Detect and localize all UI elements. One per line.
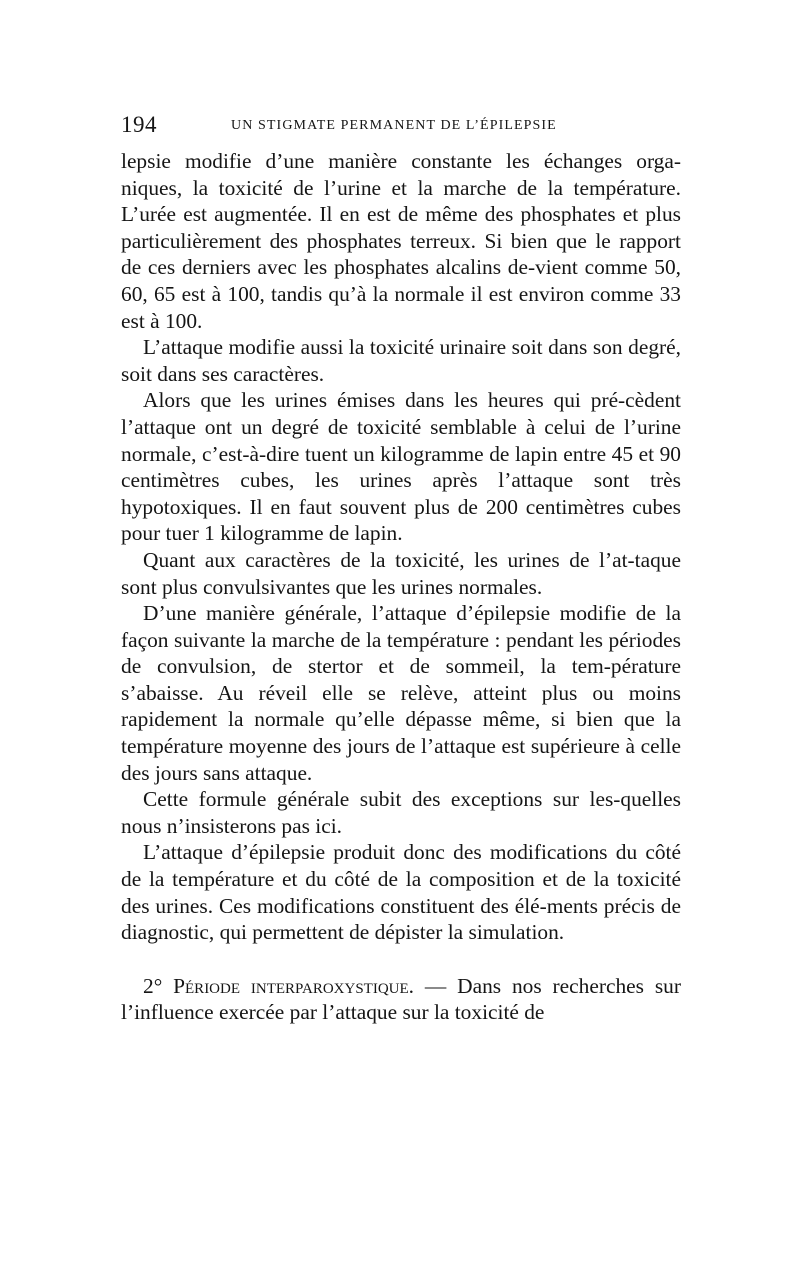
page-number: 194 [121, 112, 157, 137]
paragraph: D’une manière générale, l’attaque d’épilepsie modifie de la façon suivante la marche de la température : pendant les périodes de convulsion, de stertor et de sommeil, la tem-pérature s’abaisse. Au réveil elle se relève, atteint plus ou moins rapidement la normale qu’elle dépasse même, si bien que la température moyenne des jours de l’attaque est supérieure à celle des jours sans attaque. [121, 601, 681, 785]
paragraph: Cette formule générale subit des exceptions sur les-quelles nous n’insisterons pas ici. [121, 787, 681, 838]
section-paragraph [121, 973, 681, 1026]
paragraph: L’attaque d’épilepsie produit donc des modifications du côté de la température et du côté de la composition et de la toxicité des urines. Ces modifications constituent des élé-ments précis de diagnostic, qui permettent de dépister la simulation. [121, 840, 681, 945]
page-header [121, 112, 681, 144]
paragraph: Alors que les urines émises dans les heures qui pré-cèdent l’attaque ont un degré de toxicité semblable à celui de l’urine normale, c’est-à-dire tuent un kilogramme de lapin entre 45 et 90 centimètres cubes, les urines après l’attaque sont très hypotoxiques. Il en faut souvent plus de 200 centimètres cubes pour tuer 1 kilogramme de lapin. [121, 388, 681, 546]
section-dash: — [424, 973, 447, 998]
section-heading: Période interparoxystique. [173, 973, 415, 998]
body-text [121, 148, 681, 1026]
section-number: 2° [143, 973, 163, 998]
paragraph: lepsie modifie d’une manière constante les échanges orga-niques, la toxicité de l’urine et la marche de la température. L’urée est augmentée. Il en est de même des phosphates et plus particulièrement des phosphates terreux. Si bien que le rapport de ces derniers avec les phosphates alcalins de-vient comme 50, 60, 65 est à 100, tandis qu’à la normale il est environ comme 33 est à 100. [121, 149, 681, 333]
running-head: UN STIGMATE PERMANENT DE L’ÉPILEPSIE [231, 118, 557, 133]
section-text: Dans nos recherches sur l’influence exercée par l’attaque sur la toxicité de [121, 973, 681, 1025]
paragraph: Quant aux caractères de la toxicité, les urines de l’at-taque sont plus convulsivantes que les urines normales. [121, 547, 681, 599]
paragraph: L’attaque modifie aussi la toxicité urinaire soit dans son degré, soit dans ses caractères. [121, 335, 681, 386]
